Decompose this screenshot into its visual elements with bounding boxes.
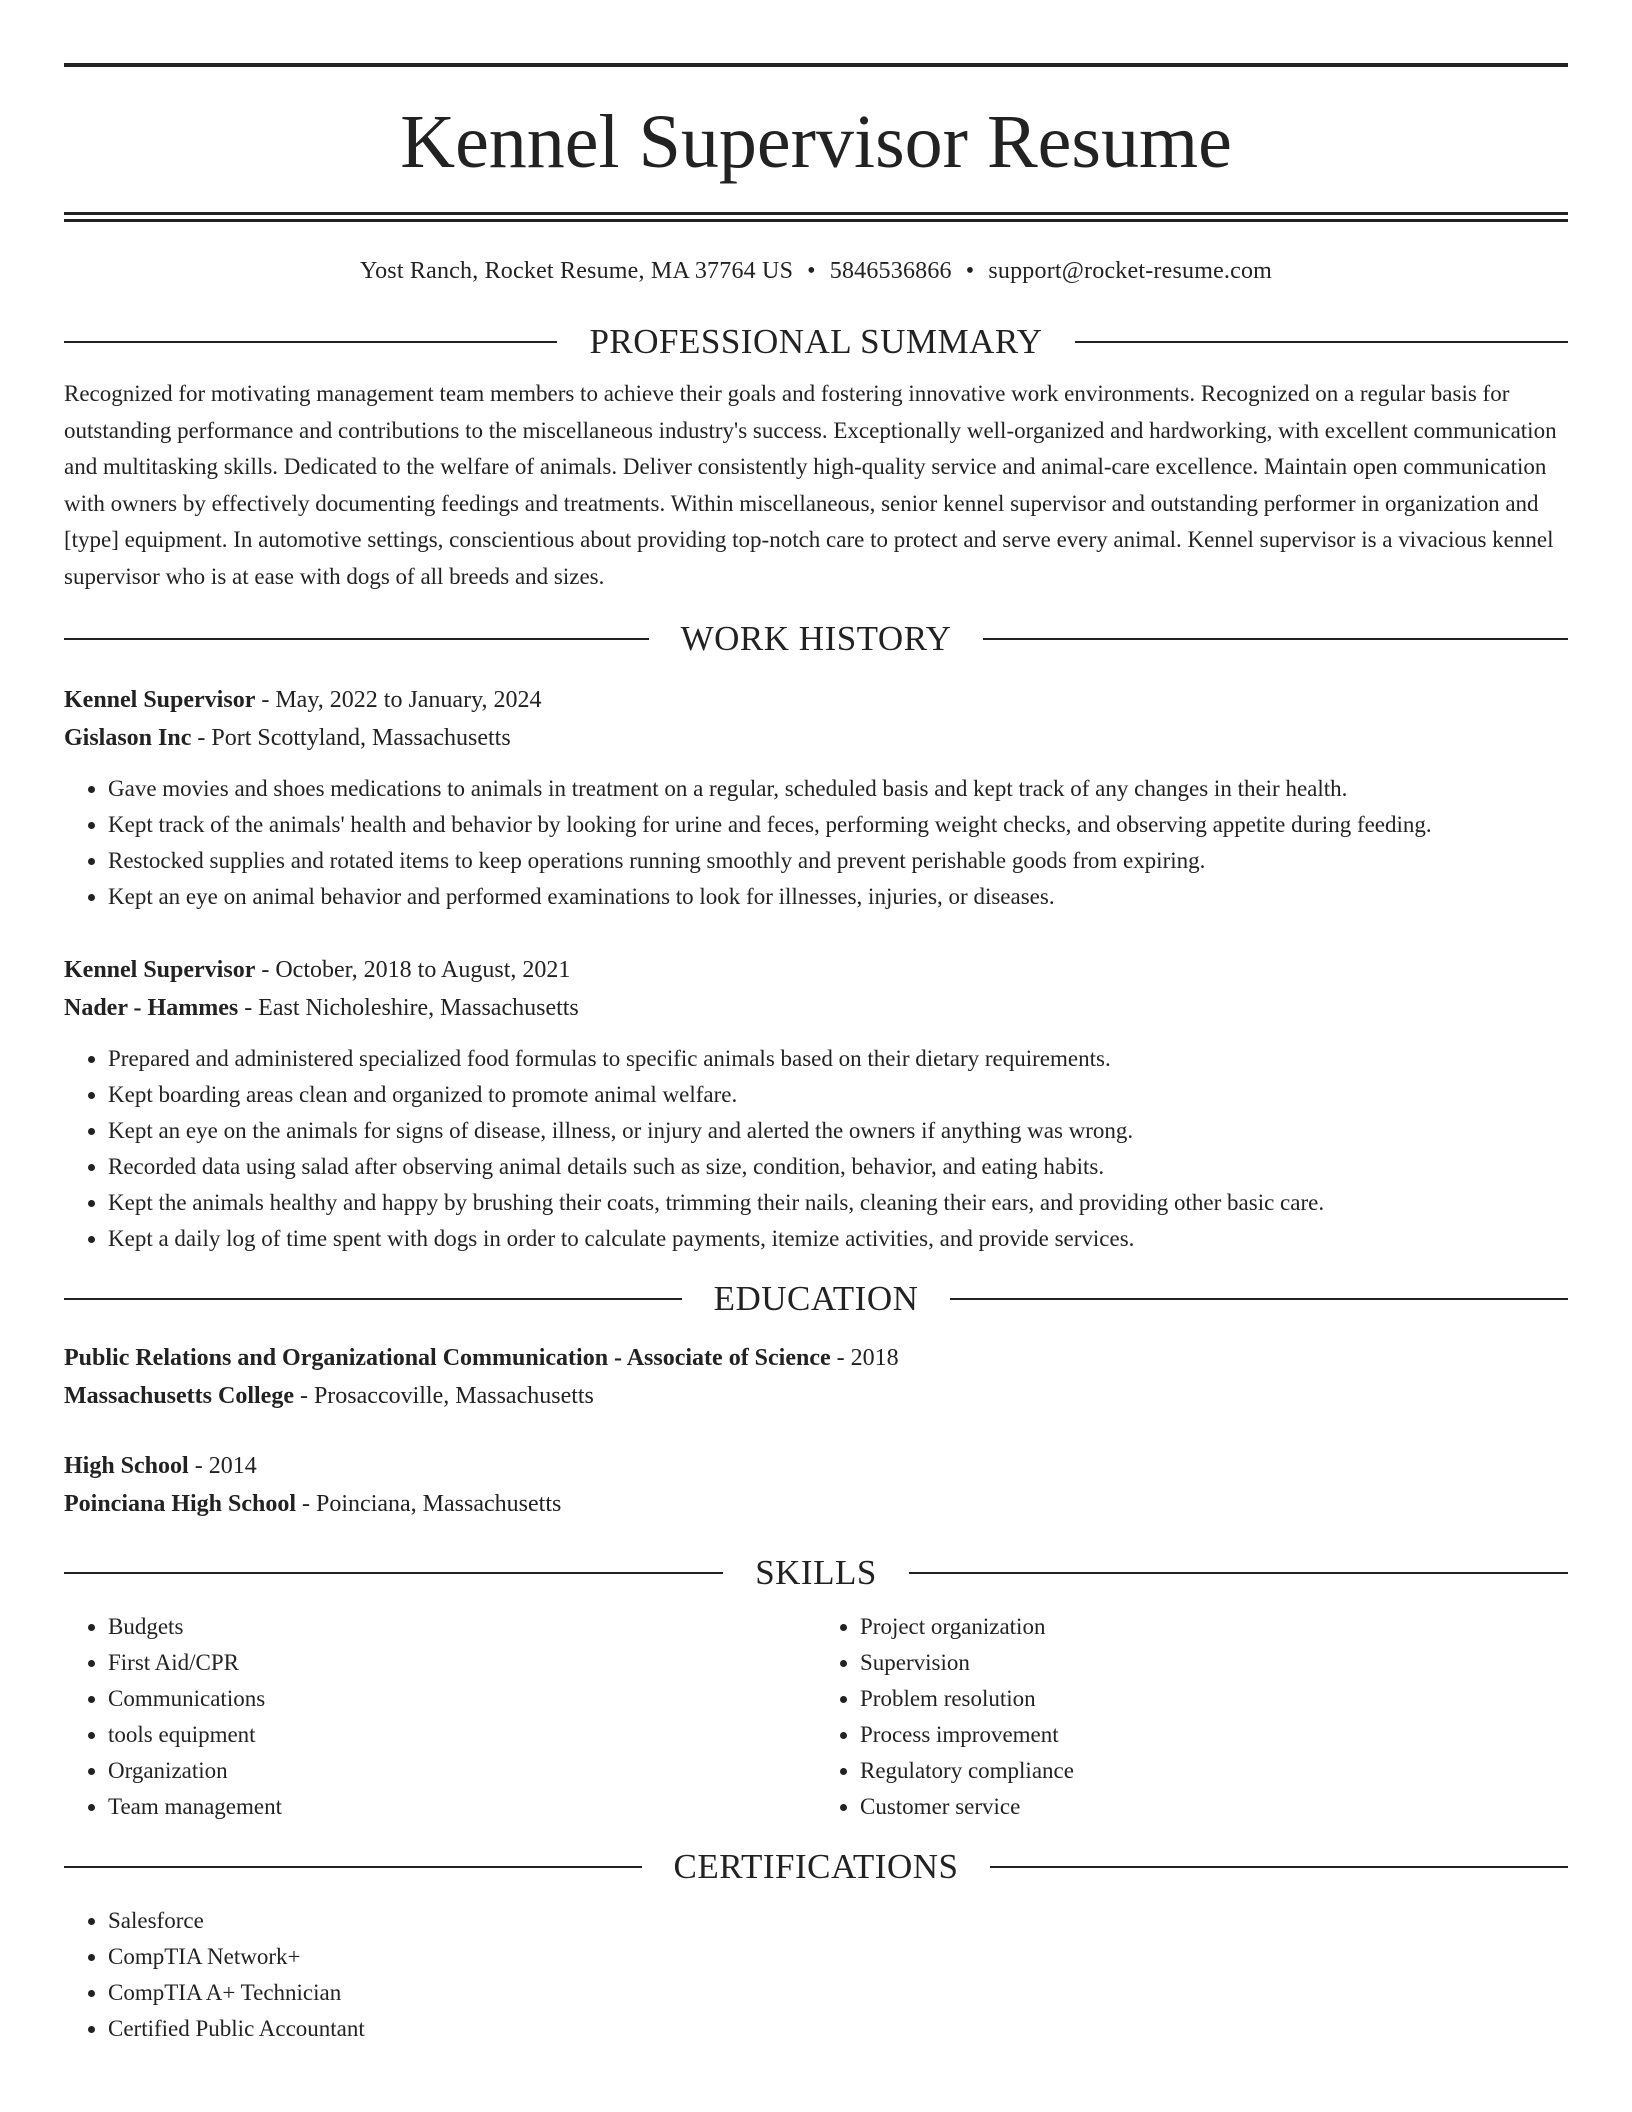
- list-item: • Prepared and administered specialized food formulas to specific animals based on their dietary requirements.: [108, 1041, 1568, 1077]
- heading-rule: [64, 638, 649, 640]
- heading-rule: [909, 1572, 1568, 1574]
- heading-rule: [1075, 341, 1568, 343]
- list-item: • Kept the animals healthy and happy by brushing their coats, trimming their nails, cleaning their ears, and providing other basic care.: [108, 1185, 1568, 1221]
- list-item: • Project organization: [860, 1609, 1568, 1645]
- education-entry: [64, 1447, 1568, 1523]
- contact-separator: •: [965, 258, 975, 284]
- heading-rule: [990, 1866, 1568, 1868]
- section-title: CERTIFICATIONS: [673, 1847, 959, 1886]
- job-location: - East Nicholeshire, Massachusetts: [238, 995, 579, 1021]
- section-title: PROFESSIONAL SUMMARY: [589, 322, 1043, 361]
- contact-email: support@rocket-resume.com: [988, 258, 1273, 284]
- list-item: • Salesforce: [108, 1903, 1568, 1939]
- contact-address: Yost Ranch, Rocket Resume, MA 37764 US: [359, 258, 794, 284]
- education-school: Poinciana High School: [64, 1491, 297, 1517]
- job-bullets: [64, 1041, 1568, 1257]
- list-item: • Organization: [108, 1753, 816, 1789]
- job-title-line: [64, 951, 1568, 989]
- list-item: • Kept an eye on animal behavior and performed examinations to look for illnesses, injuries, or diseases.: [108, 879, 1568, 915]
- education-location: - Prosaccoville, Massachusetts: [293, 1383, 594, 1409]
- heading-rule: [64, 1866, 642, 1868]
- list-item: • Budgets: [108, 1609, 816, 1645]
- education-school: Massachusetts College: [64, 1383, 294, 1409]
- job-bullets: [64, 771, 1568, 915]
- job-dates: - October, 2018 to August, 2021: [255, 957, 571, 983]
- list-item: • Kept boarding areas clean and organized to promote animal welfare.: [108, 1077, 1568, 1113]
- list-item: • Problem resolution: [860, 1681, 1568, 1717]
- list-item: • tools equipment: [108, 1717, 816, 1753]
- list-item: • Process improvement: [860, 1717, 1568, 1753]
- list-item: • Certified Public Accountant: [108, 2011, 1568, 2047]
- skills-column-left: [64, 1609, 816, 1825]
- job-title-line: [64, 681, 1568, 719]
- job-title: Kennel Supervisor: [64, 957, 256, 983]
- certifications-list: [64, 1903, 1568, 2047]
- job-company: Nader - Hammes: [64, 995, 239, 1021]
- job-dates: - May, 2022 to January, 2024: [255, 687, 542, 713]
- heading-rule: [983, 638, 1568, 640]
- section-heading-skills: [64, 1553, 1568, 1593]
- list-item: • First Aid/CPR: [108, 1645, 816, 1681]
- contact-line: [64, 256, 1568, 286]
- list-item: • Communications: [108, 1681, 816, 1717]
- job-company: Gislason Inc: [64, 725, 192, 751]
- heading-rule: [950, 1298, 1568, 1300]
- list-item: • Customer service: [860, 1789, 1568, 1825]
- resume-title: Kennel Supervisor Resume: [400, 100, 1232, 184]
- list-item: • Kept a daily log of time spent with dogs in order to calculate payments, itemize activities, and provide services.: [108, 1221, 1568, 1257]
- section-heading-education: [64, 1279, 1568, 1319]
- section-heading-work: [64, 619, 1568, 659]
- list-item: • Kept track of the animals' health and behavior by looking for urine and feces, performing weight checks, and observing appetite during feeding.: [108, 807, 1568, 843]
- job-entry: [64, 681, 1568, 915]
- list-item: • Kept an eye on the animals for signs of disease, illness, or injury and alerted the owners if anything was wrong.: [108, 1113, 1568, 1149]
- education-school-line: [64, 1485, 1568, 1523]
- list-item: • Restocked supplies and rotated items to keep operations running smoothly and prevent perishable goods from expiring.: [108, 843, 1568, 879]
- summary-text: Recognized for motivating management team members to achieve their goals and fostering innovative work environments. Recognized on a regular basis for outstanding performance and contributions to the miscellaneous industry's success. Exceptionally well-organized and hardworking, with excellent communication and multitasking skills. Dedicated to the welfare of animals. Deliver consistently high-quality service and animal-care excellence. Maintain open communication with owners by effectively documenting feedings and treatments. Within miscellaneous, senior kennel supervisor and outstanding performer in organization and [type] equipment. In automotive settings, conscientious about providing top-notch care to protect and serve every animal. Kennel supervisor is a vivacious kennel supervisor who is at ease with dogs of all breeds and sizes.: [64, 381, 1557, 589]
- heading-rule: [64, 1298, 682, 1300]
- education-degree-line: [64, 1339, 1568, 1377]
- heading-rule: [64, 341, 557, 343]
- section-title: EDUCATION: [713, 1279, 919, 1318]
- education-degree-line: [64, 1447, 1568, 1485]
- job-location: - Port Scottyland, Massachusetts: [191, 725, 511, 751]
- title-double-rule: [64, 212, 1568, 222]
- skills-column-right: [816, 1609, 1568, 1825]
- education-degree: High School: [64, 1453, 189, 1479]
- list-item: • Supervision: [860, 1645, 1568, 1681]
- job-entry: [64, 951, 1568, 1257]
- education-year: - 2018: [830, 1345, 899, 1371]
- section-title: WORK HISTORY: [680, 619, 952, 658]
- section-heading-summary: [64, 322, 1568, 362]
- section-title: SKILLS: [755, 1553, 877, 1592]
- list-item: • Team management: [108, 1789, 816, 1825]
- education-year: - 2014: [188, 1453, 257, 1479]
- education-school-line: [64, 1377, 1568, 1415]
- contact-phone: 5846536866: [829, 258, 952, 284]
- list-item: • CompTIA Network+: [108, 1939, 1568, 1975]
- job-company-line: [64, 719, 1568, 757]
- list-item: • Regulatory compliance: [860, 1753, 1568, 1789]
- heading-rule: [64, 1572, 723, 1574]
- list-item: • Gave movies and shoes medications to animals in treatment on a regular, scheduled basis and kept track of any changes in their health.: [108, 771, 1568, 807]
- contact-separator: •: [807, 258, 816, 284]
- skills-grid: [64, 1609, 1568, 1825]
- section-heading-certifications: [64, 1847, 1568, 1887]
- job-company-line: [64, 989, 1568, 1027]
- list-item: • Recorded data using salad after observing animal details such as size, condition, behavior, and eating habits.: [108, 1149, 1568, 1185]
- job-title: Kennel Supervisor: [64, 687, 256, 713]
- education-location: - Poinciana, Massachusetts: [296, 1491, 562, 1517]
- list-item: • CompTIA A+ Technician: [108, 1975, 1568, 2011]
- education-degree: Public Relations and Organizational Communication - Associate of Science: [64, 1345, 831, 1371]
- education-entry: [64, 1339, 1568, 1415]
